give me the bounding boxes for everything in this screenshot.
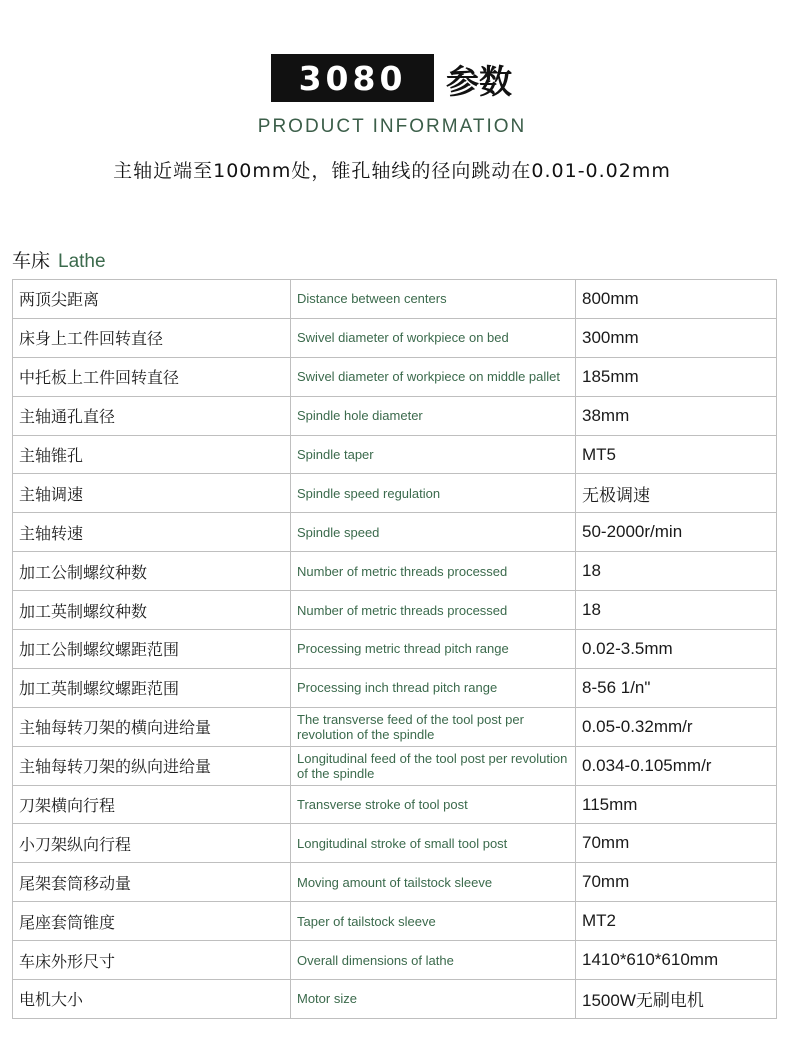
spec-value: MT5 (576, 435, 777, 474)
spec-value: 300mm (576, 318, 777, 357)
section-title-cn: 车床 (12, 250, 51, 272)
spec-name-en: Longitudinal stroke of small tool post (291, 824, 576, 863)
table-row (13, 357, 777, 396)
spec-value: 70mm (576, 824, 777, 863)
table-row (13, 630, 777, 669)
spec-name-cn: 加工公制螺纹螺距范围 (13, 630, 291, 669)
spec-name-en: Overall dimensions of lathe (291, 941, 576, 980)
table-row (13, 980, 777, 1019)
spec-name-cn: 车床外形尺寸 (13, 941, 291, 980)
table-row (13, 318, 777, 357)
spec-name-en: Processing inch thread pitch range (291, 668, 576, 707)
spec-value: 1410*610*610mm (576, 941, 777, 980)
table-row (13, 513, 777, 552)
spec-value: 70mm (576, 863, 777, 902)
spec-name-cn: 尾座套筒锥度 (13, 902, 291, 941)
table-row (13, 474, 777, 513)
spec-name-en: Taper of tailstock sleeve (291, 902, 576, 941)
table-row (13, 591, 777, 630)
table-row (13, 746, 777, 785)
table-row (13, 552, 777, 591)
spec-name-cn: 主轴转速 (13, 513, 291, 552)
spec-name-cn: 中托板上工件回转直径 (13, 357, 291, 396)
spec-name-cn: 主轴锥孔 (13, 435, 291, 474)
spec-name-en: Number of metric threads processed (291, 591, 576, 630)
spec-note: 主轴近端至100mm处，锥孔轴线的径向跳动在0.01-0.02mm (113, 160, 671, 182)
spec-name-en: Swivel diameter of workpiece on middle pallet (291, 357, 576, 396)
spec-value: 0.034-0.105mm/r (576, 746, 777, 785)
spec-name-cn: 加工英制螺纹螺距范围 (13, 668, 291, 707)
table-row (13, 707, 777, 746)
spec-name-cn: 床身上工件回转直径 (13, 318, 291, 357)
spec-name-cn: 刀架横向行程 (13, 785, 291, 824)
spec-name-cn: 小刀架纵向行程 (13, 824, 291, 863)
table-row (13, 668, 777, 707)
spec-name-en: Spindle hole diameter (291, 396, 576, 435)
spec-value: 1500W无刷电机 (576, 980, 777, 1019)
spec-name-en: Spindle taper (291, 435, 576, 474)
table-row (13, 396, 777, 435)
spec-name-cn: 主轴每转刀架的横向进给量 (13, 707, 291, 746)
spec-value: 38mm (576, 396, 777, 435)
table-row (13, 941, 777, 980)
table-row (13, 824, 777, 863)
spec-value: 18 (576, 552, 777, 591)
section-title-en: Lathe (58, 251, 106, 272)
spec-name-en: Motor size (291, 980, 576, 1019)
spec-name-cn: 尾架套筒移动量 (13, 863, 291, 902)
spec-name-en: Moving amount of tailstock sleeve (291, 863, 576, 902)
spec-name-cn: 加工公制螺纹种数 (13, 552, 291, 591)
table-row (13, 785, 777, 824)
table-row (13, 902, 777, 941)
table-row (13, 280, 777, 319)
page-title: 参数 (446, 61, 512, 101)
spec-value: 800mm (576, 280, 777, 319)
spec-value: 0.02-3.5mm (576, 630, 777, 669)
spec-table (12, 279, 777, 1019)
spec-value: 0.05-0.32mm/r (576, 707, 777, 746)
spec-name-en: The transverse feed of the tool post per revolution of the spindle (291, 707, 576, 746)
spec-name-en: Distance between centers (291, 280, 576, 319)
spec-name-cn: 加工英制螺纹种数 (13, 591, 291, 630)
spec-name-en: Processing metric thread pitch range (291, 630, 576, 669)
spec-name-cn: 电机大小 (13, 980, 291, 1019)
spec-name-en: Swivel diameter of workpiece on bed (291, 318, 576, 357)
spec-name-cn: 主轴调速 (13, 474, 291, 513)
spec-value: 115mm (576, 785, 777, 824)
spec-name-cn: 主轴通孔直径 (13, 396, 291, 435)
model-number-badge: 3080 (271, 54, 434, 102)
spec-value: 8-56 1/n" (576, 668, 777, 707)
spec-value: MT2 (576, 902, 777, 941)
table-row (13, 435, 777, 474)
spec-value: 18 (576, 591, 777, 630)
spec-name-en: Number of metric threads processed (291, 552, 576, 591)
page-subtitle: PRODUCT INFORMATION (257, 116, 527, 137)
spec-name-en: Longitudinal feed of the tool post per revolution of the spindle (291, 746, 576, 785)
spec-value: 无极调速 (576, 474, 777, 513)
spec-name-cn: 主轴每转刀架的纵向进给量 (13, 746, 291, 785)
spec-value: 185mm (576, 357, 777, 396)
spec-name-cn: 两顶尖距离 (13, 280, 291, 319)
spec-name-en: Transverse stroke of tool post (291, 785, 576, 824)
spec-table-body (13, 280, 777, 1019)
spec-name-en: Spindle speed (291, 513, 576, 552)
section-title (12, 246, 106, 273)
spec-value: 50-2000r/min (576, 513, 777, 552)
spec-name-en: Spindle speed regulation (291, 474, 576, 513)
table-row (13, 863, 777, 902)
page-header (0, 0, 790, 230)
